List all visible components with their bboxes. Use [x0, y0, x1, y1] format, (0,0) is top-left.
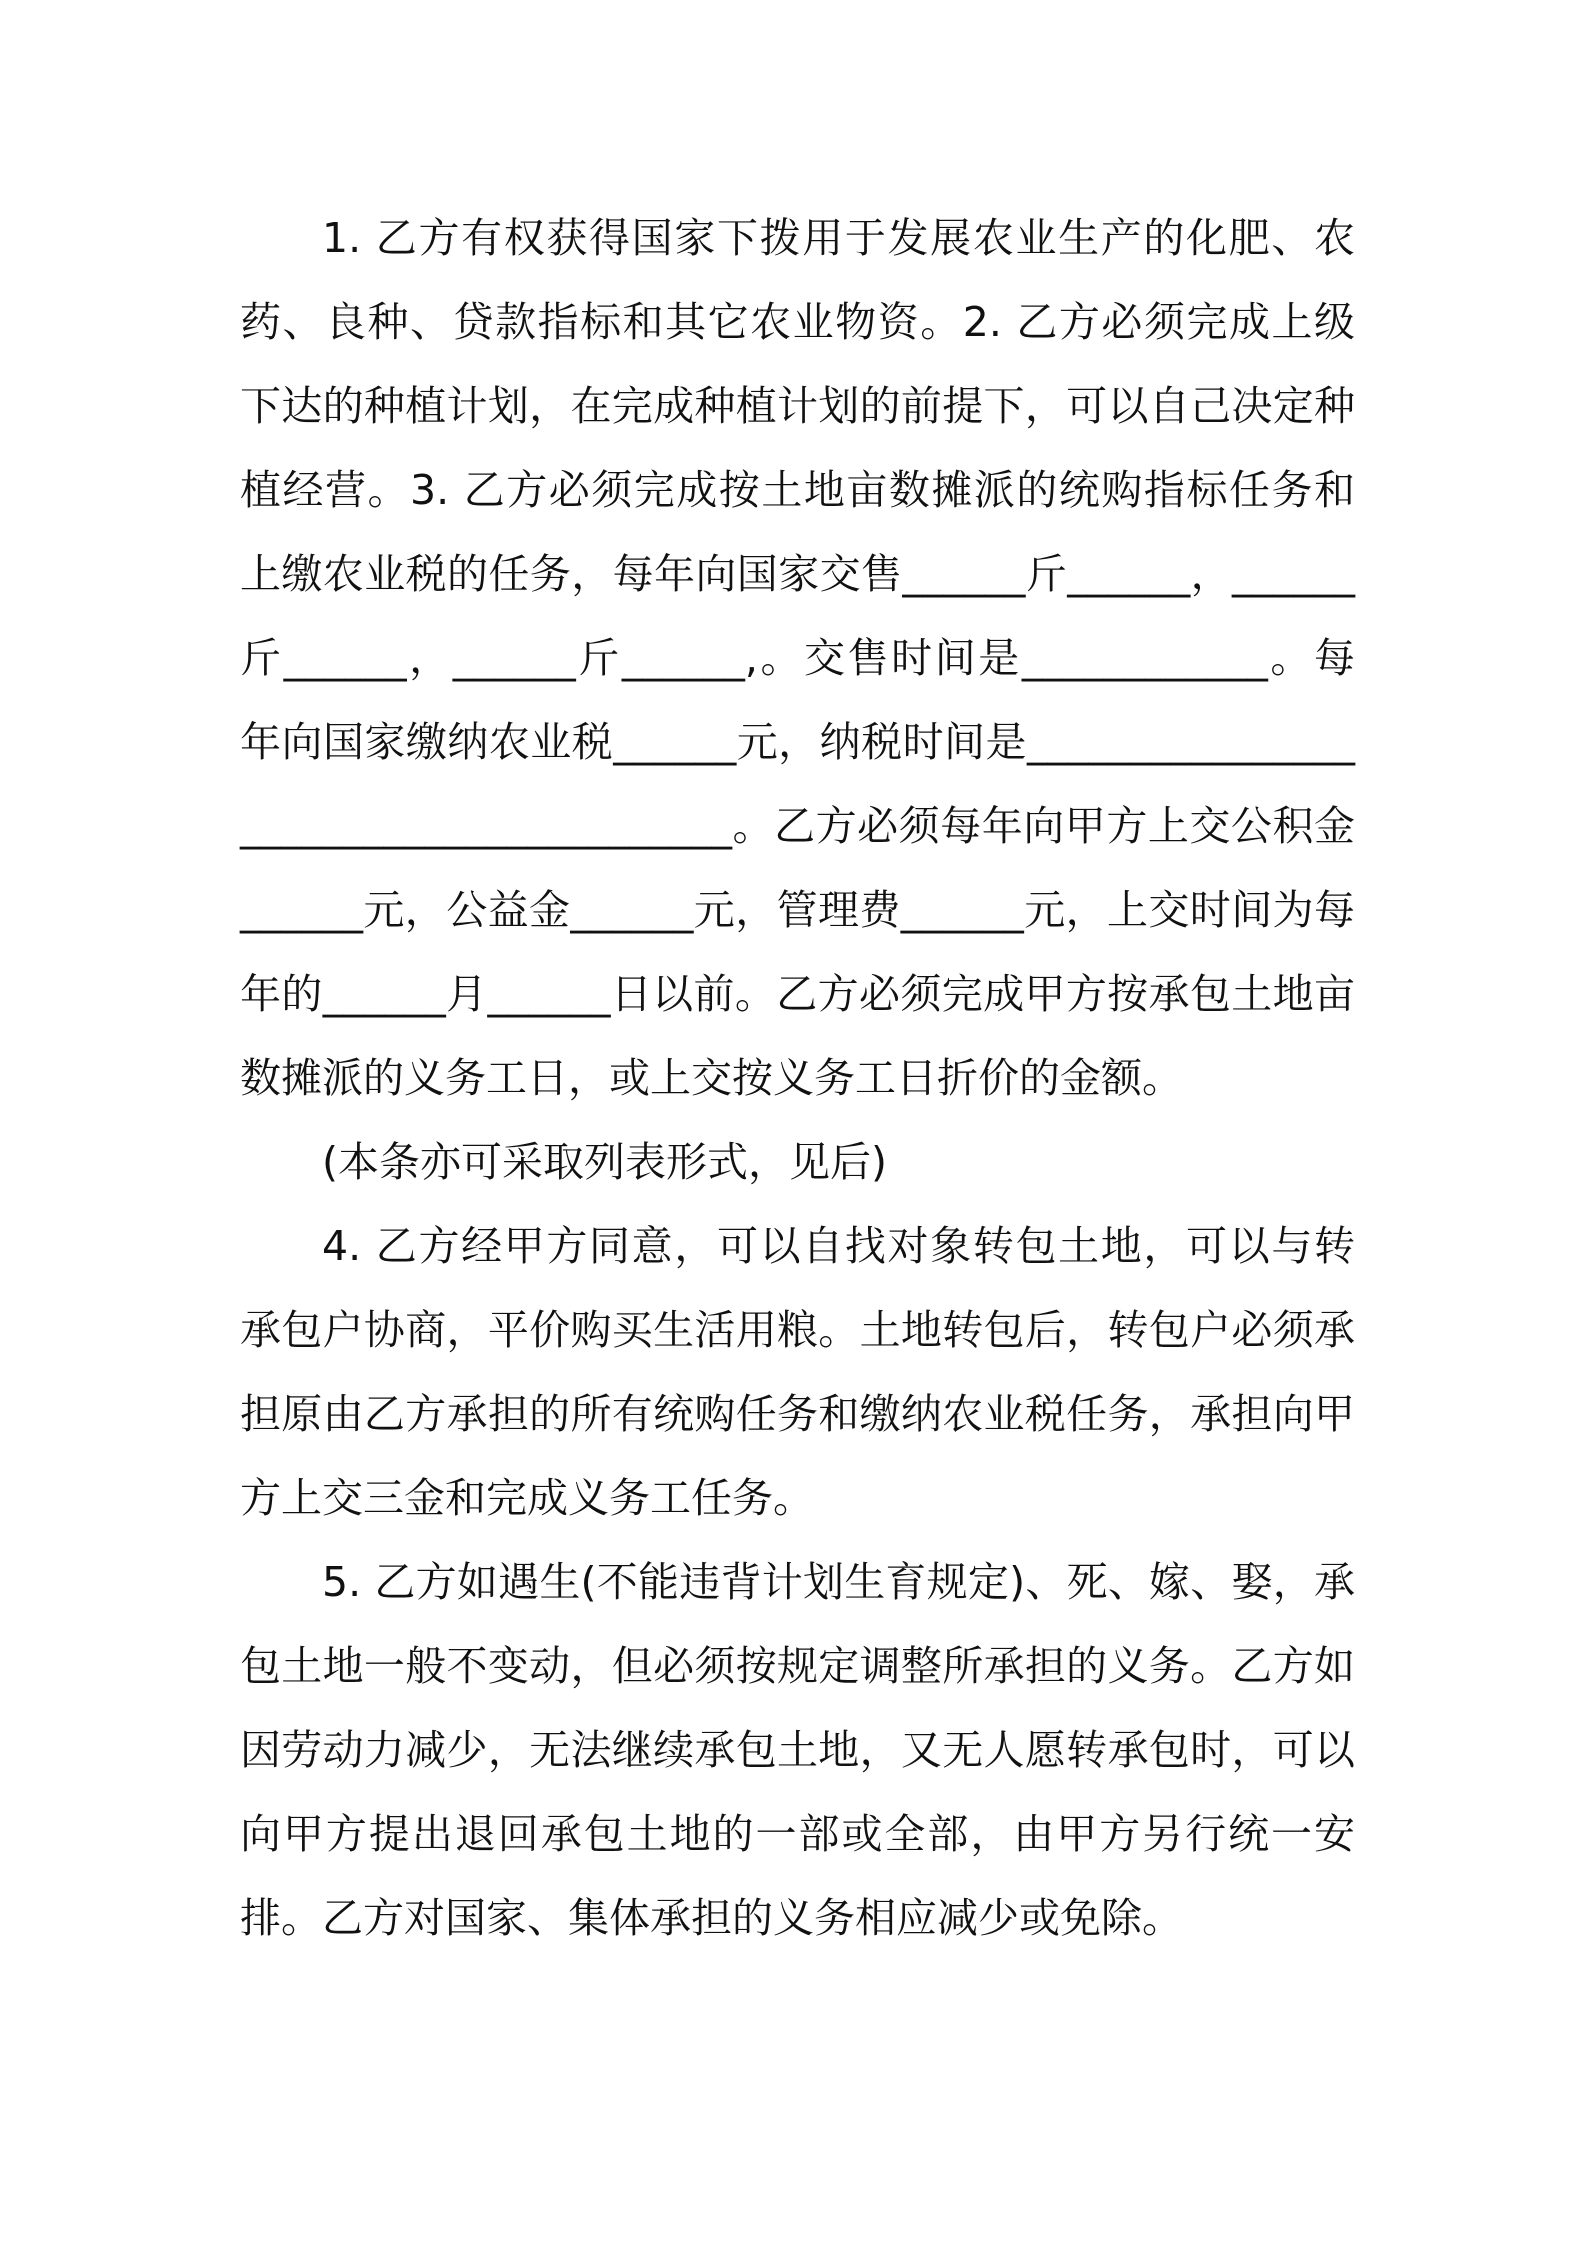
paragraph-clause-5: 5. 乙方如遇生(不能违背计划生育规定)、死、嫁、娶，承包土地一般不变动，但必须按规定调整所承担的义务。乙方如因劳动力减少，无法继续承包土地，又无人愿转承包时，可以向甲方提出退回承包土地的一部或全部，由甲方另行统一安排。乙方对国家、集体承担的义务相应减少或免除。 [240, 1558, 1355, 1942]
paragraph-note: (本条亦可采取列表形式，见后) [322, 1138, 887, 1186]
document-body [240, 196, 1355, 1960]
paragraph-clause-4: 4. 乙方经甲方同意，可以自找对象转包土地，可以与转承包户协商，平价购买生活用粮。土地转包后，转包户必须承担原由乙方承担的所有统购任务和缴纳农业税任务，承担向甲方上交三金和完成义务工任务。 [240, 1222, 1355, 1522]
paragraph-clauses-1-3: 1. 乙方有权获得国家下拨用于发展农业生产的化肥、农药、良种、贷款指标和其它农业物资。2. 乙方必须完成上级下达的种植计划，在完成种植计划的前提下，可以自己决定种植经营。3. 乙方必须完成按土地亩数摊派的统购指标任务和上缴农业税的任务，每年向国家交售______斤______，______斤______，______斤______,。交售时间是____________。每年向国家缴纳农业税______元，纳税时间是________________________________________。乙方必须每年向甲方上交公积金______元，公益金______元，管理费______元，上交时间为每年的______月______日以前。乙方必须完成甲方按承包土地亩数摊派的义务工日，或上交按义务工日折价的金额。 [240, 214, 1355, 1102]
